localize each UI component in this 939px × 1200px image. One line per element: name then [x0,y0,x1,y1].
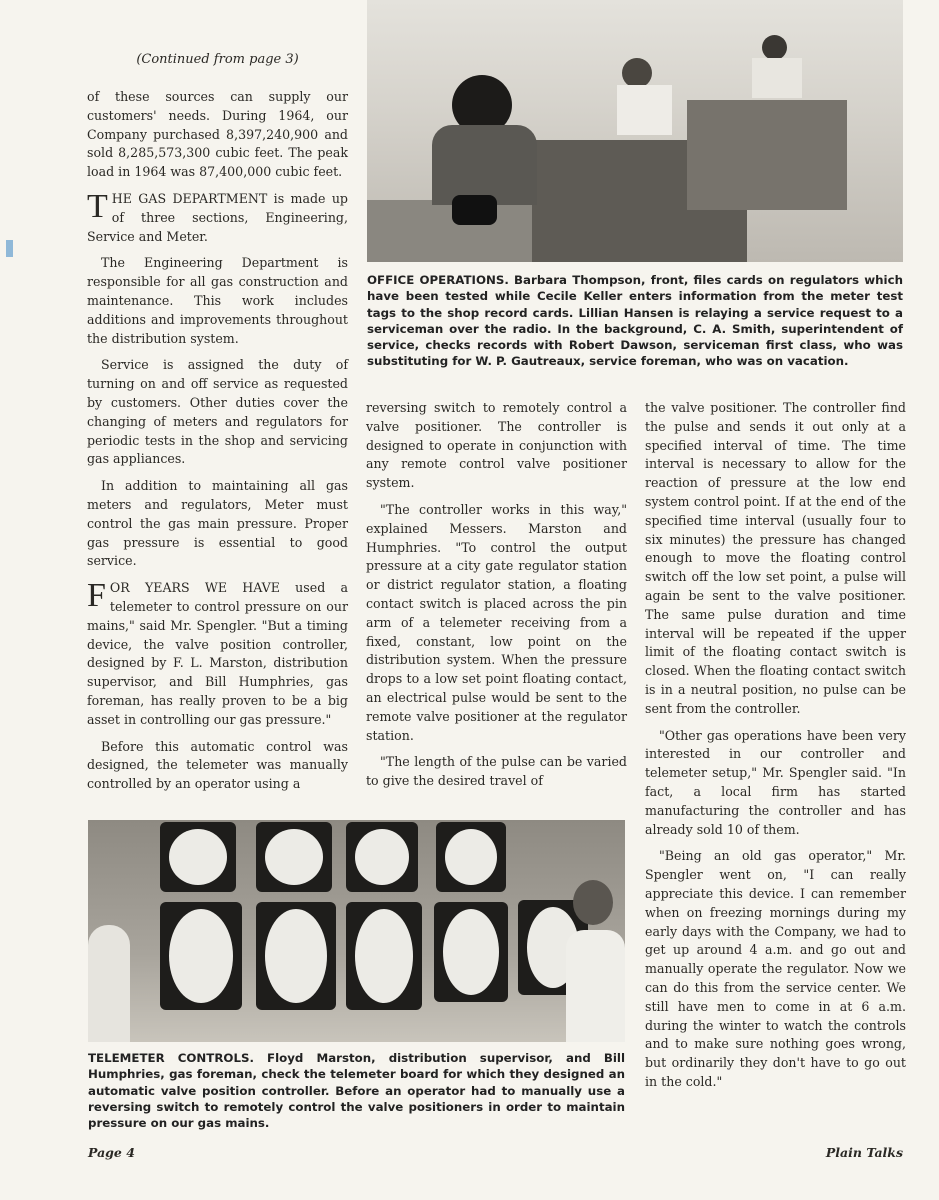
margin-mark [6,240,13,257]
paragraph: In addition to maintaining all gas meters and regulators, Meter must control the gas main pressure. Proper gas pressure is essential to good service. [87,478,348,569]
telemeter-controls-caption: TELEMETER CONTROLS. Floyd Marston, distribution supervisor, and Bill Humphries, gas foreman, check the telemeter board for which they designed an automatic valve position controller. Before an operator had to manually use a reversing switch to remotely control the valve positioners in order to maintain pressure on our gas mains. [88,1051,625,1131]
drop-cap: T [87,187,108,225]
column-3 [645,399,906,1100]
column-2 [366,399,627,799]
paragraph: "Being an old gas operator," Mr. Spengler went on, "I can really appreciate this device. I can remember when on freezing mornings during my early days with the Company, we had to get up around 4 a.m. and go out and manually operate the regulator. Now we can do this from the service center. We still have men to come in at 6 a.m. during the winter to watch the controls and to make sure nothing goes wrong, but ordinarily they don't have to go out in the cold." [645,848,906,1089]
page-number: Page 4 [88,1145,135,1160]
continued-note: (Continued from page 3) [136,52,299,67]
publication-name: Plain Talks [825,1145,903,1160]
drop-cap: F [87,577,106,615]
paragraph: reversing switch to remotely control a valve positioner. The controller is designed to operate in conjunction with any remote control valve positioner system. [366,400,627,491]
column-1 [87,88,348,802]
paragraph: FOR YEARS WE HAVE used a telemeter to control pressure on our mains," said Mr. Spengler. "But a timing device, the valve position controller, designed by F. L. Marston, distribution supervisor, and Bill Humphries, gas foreman, has really proven to be a big asset in controlling our gas pressure." [87,577,348,727]
paragraph: "The controller works in this way," explained Messers. Marston and Humphries. "To control the output pressure at a city gate regulator station or district regulator station, a floating contact switch is placed across the pin arm of a telemeter receiving from a fixed, constant, low point on the distribution system. When the pressure drops to a low set point floating contact, an electrical pulse would be sent to the remote valve positioner at the regulator station. [366,501,627,743]
paragraph: of these sources can supply our customers' needs. During 1964, our Company purchased 8,397,240,900 and sold 8,285,573,300 cubic feet. The peak load in 1964 was 87,400,000 cubic feet. [87,89,348,180]
office-operations-caption: OFFICE OPERATIONS. Barbara Thompson, front, files cards on regulators which have been tested while Cecile Keller enters information from the meter test tags to the shop record cards. Lillian Hansen is relaying a service request to a serviceman over the radio. In the background, C. A. Smith, superintendent of service, checks records with Robert Dawson, serviceman first class, who was substituting for W. P. Gautreaux, service foreman, who was on vacation. [367,273,903,369]
paragraph: "Other gas operations have been very interested in our controller and telemeter setup," Mr. Spengler said. "In fact, a local firm has started manufacturing the controller and has already sold 10 of them. [645,727,906,837]
paragraph: Before this automatic control was designed, the telemeter was manually controlled by an operator using a [87,738,348,792]
paragraph: the valve positioner. The controller find the pulse and sends it out only at a specified interval of time. The time interval is necessary to allow for the reaction of pressure at the low end system control point. If at the end of the specified time interval (usually four to six minutes) the pressure has changed enough to move the floating control switch off the low set point, a pulse will again be sent to the valve positioner. The same pulse duration and time interval will be repeated if the upper limit of the floating contact switch is closed. When the floating contact switch is in a neutral position, no pulse can be sent from the controller. [645,400,906,716]
paragraph: "The length of the pulse can be varied to give the desired travel of [366,754,627,789]
office-operations-photo [367,0,903,262]
paragraph: Service is assigned the duty of turning on and off service as requested by customers. Other duties cover the changing of meters and regulators for periodic tests in the shop and servicing gas appliances. [87,357,348,467]
paragraph: The Engineering Department is responsible for all gas construction and maintenance. This work includes additions and improvements throughout the distribution system. [87,255,348,346]
paragraph: THE GAS DEPARTMENT is made up of three sections, Engineering, Service and Meter. [87,187,348,244]
telemeter-controls-photo [88,820,625,1042]
